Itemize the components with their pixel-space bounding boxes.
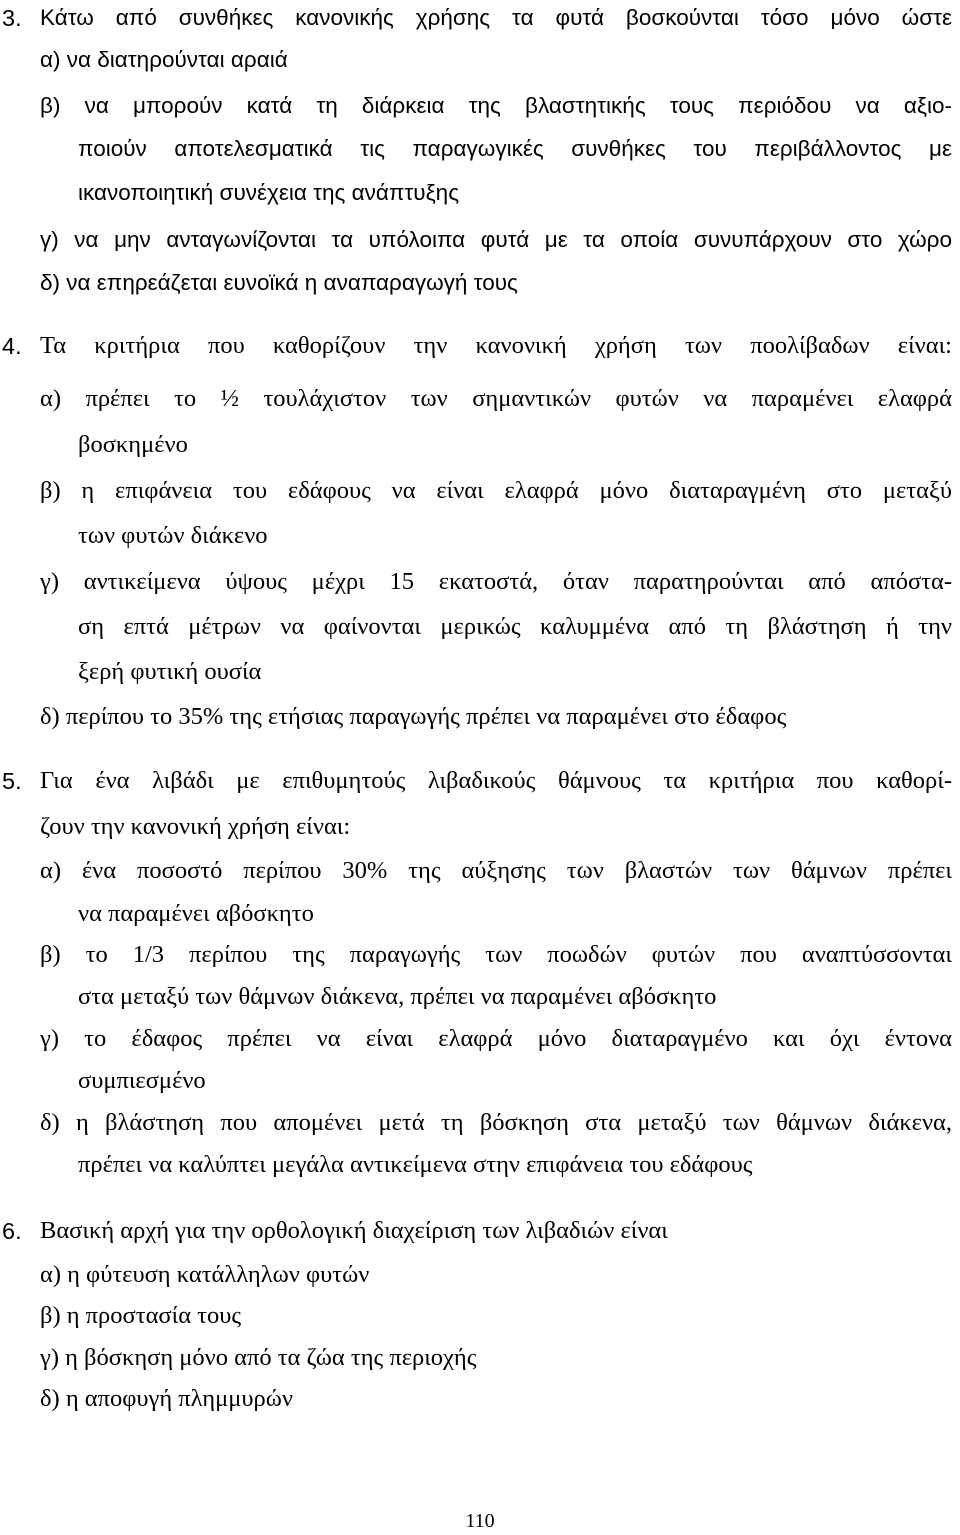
option-c-continued: ξερή φυτική ουσία (78, 658, 262, 685)
option-d: δ) περίπου το 35% της ετήσιας παραγωγής πρέπει να παραμένει στο έδαφος (40, 703, 787, 730)
question-stem-continued: ζουν την κανονική χρήση είναι: (40, 813, 351, 840)
question-number: 3. (2, 5, 22, 31)
option-b: β) το 1/3 περίπου της παραγωγής των ποωδών φυτών που αναπτύσσονται (40, 941, 952, 968)
option-a: α) πρέπει το ½ τουλάχιστον των σημαντικών φυτών να παραμένει ελαφρά (40, 385, 952, 412)
option-c-continued: συμπιεσμένο (78, 1067, 206, 1094)
option-b: β) η προστασία τους (40, 1302, 242, 1329)
option-b: β) η επιφάνεια του εδάφους να είναι ελαφρά μόνο διαταραγμένη στο μεταξύ (40, 477, 952, 504)
option-a: α) η φύτευση κατάλληλων φυτών (40, 1261, 370, 1288)
option-a: α) ένα ποσοστό περίπου 30% της αύξησης των βλαστών των θάμνων πρέπει (40, 857, 952, 884)
option-b-continued: ποιούν αποτελεσματικά τις παραγωγικές συνθήκες του περιβάλλοντος με (78, 136, 952, 161)
option-b: β) να μπορούν κατά τη διάρκεια της βλαστητικής τους περιόδου να αξιο- (40, 93, 952, 118)
option-d: δ) η αποφυγή πλημμυρών (40, 1385, 293, 1412)
page-number: 110 (465, 1510, 495, 1532)
option-c: γ) το έδαφος πρέπει να είναι ελαφρά μόνο διαταραγμένο και όχι έντονα (40, 1025, 952, 1052)
option-b-continued: στα μεταξύ των θάμνων διάκενα, πρέπει να παραμένει αβόσκητο (78, 983, 717, 1010)
option-c-continued: ση επτά μέτρων να φαίνονται μερικώς καλυμμένα από τη βλάστηση ή την (78, 613, 952, 640)
option-b-continued: των φυτών διάκενο (78, 522, 268, 549)
option-d: δ) να επηρεάζεται ευνοϊκά η αναπαραγωγή τους (40, 270, 518, 295)
question-stem: Τα κριτήρια που καθορίζουν την κανονική χρήση των ποολίβαδων είναι: (40, 332, 952, 359)
option-b-continued: ικανοποιητική συνέχεια της ανάπτυξης (78, 180, 460, 205)
option-c: γ) να μην ανταγωνίζονται τα υπόλοιπα φυτά με τα οποία συνυπάρχουν στο χώρο (40, 227, 952, 252)
option-d-continued: πρέπει να καλύπτει μεγάλα αντικείμενα στην επιφάνεια του εδάφους (78, 1151, 753, 1178)
option-c: γ) η βόσκηση μόνο από τα ζώα της περιοχής (40, 1344, 477, 1371)
question-stem: Για ένα λιβάδι με επιθυμητούς λιβαδικούς θάμνους τα κριτήρια που καθορί- (40, 767, 952, 794)
question-number: 6. (2, 1218, 22, 1244)
option-d: δ) η βλάστηση που απομένει μετά τη βόσκηση στα μεταξύ των θάμνων διάκενα, (40, 1109, 952, 1136)
option-a-continued: να παραμένει αβόσκητο (78, 900, 314, 927)
question-stem: Βασική αρχή για την ορθολογική διαχείριση των λιβαδιών είναι (40, 1217, 668, 1244)
option-c: γ) αντικείμενα ύψους μέχρι 15 εκατοστά, όταν παρατηρούνται από απόστα- (40, 568, 952, 595)
question-number: 4. (2, 333, 22, 359)
option-a: α) να διατηρούνται αραιά (40, 47, 288, 72)
question-stem: Κάτω από συνθήκες κανονικής χρήσης τα φυτά βοσκούνται τόσο μόνο ώστε (40, 5, 952, 30)
question-number: 5. (2, 768, 22, 794)
option-a-continued: βοσκημένο (78, 431, 188, 458)
